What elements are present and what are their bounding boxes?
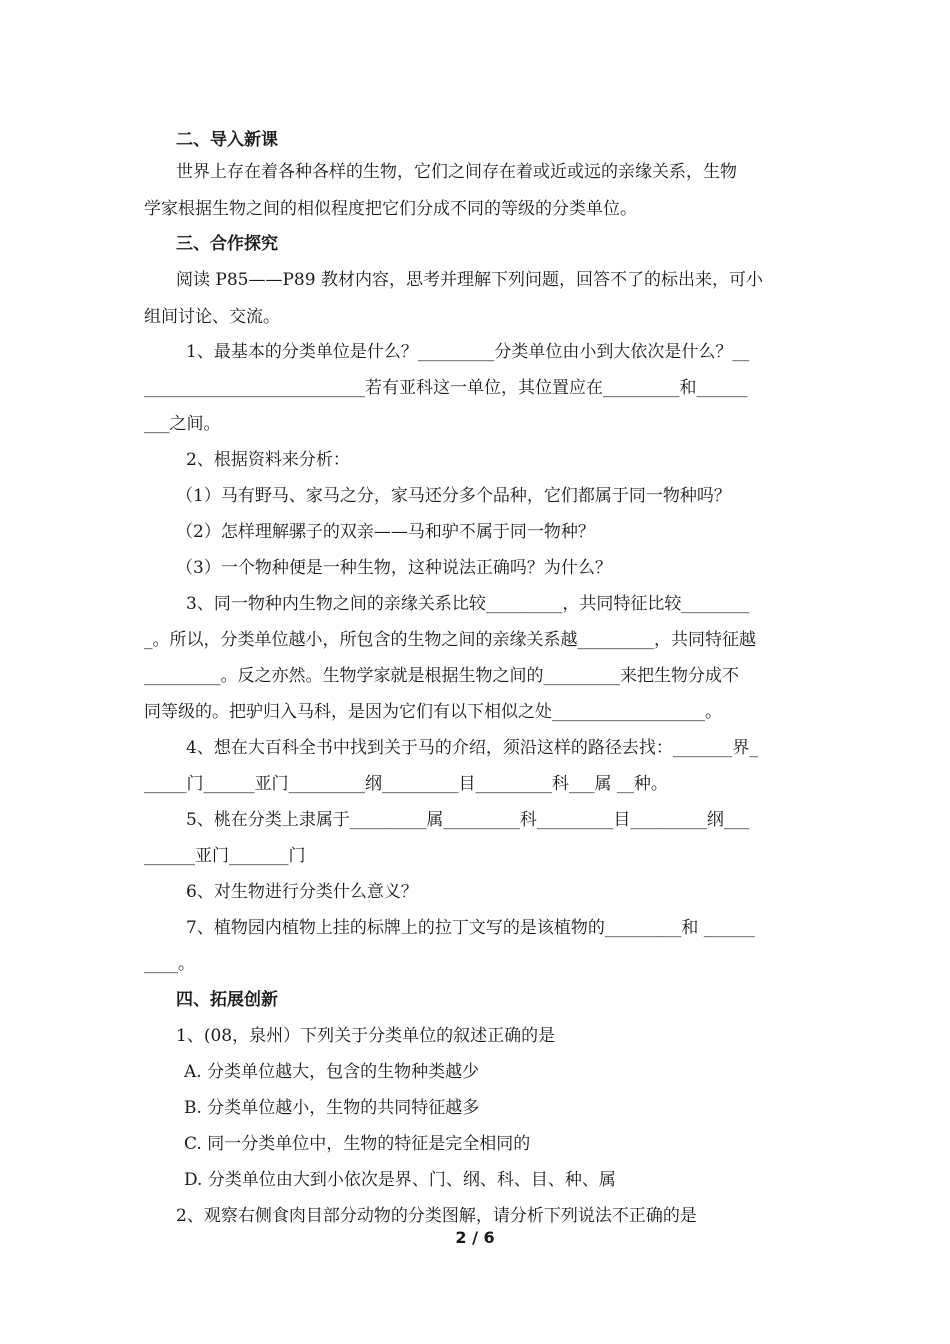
question-3-line: _。所以，分类单位越小，所包含的生物之间的亲缘关系越_________，共同特征越 (144, 630, 756, 650)
question-1-line: ___之间。 (144, 414, 221, 434)
heading-cooperative-inquiry: 三、合作探究 (176, 234, 278, 254)
paragraph-line: 阅读 P85——P89 教材内容，思考并理解下列问题，回答不了的标出来，可小 (176, 270, 763, 290)
question-5-line: ______亚门_______门 (144, 846, 306, 866)
heading-extension: 四、拓展创新 (176, 990, 278, 1010)
page-number: 2 / 6 (455, 1228, 495, 1247)
extension-question-2: 2、观察右侧食肉目部分动物的分类图解，请分析下列说法不正确的是 (176, 1206, 697, 1226)
question-6-line: 6、对生物进行分类什么意义？ (186, 882, 418, 902)
question-4-line: _____门______亚门_________纲_________目_________科___属 __种。 (144, 774, 668, 794)
question-2-line: 2、根据资料来分析： (186, 450, 350, 470)
question-1-line: __________________________若有亚科这一单位，其位置应在_________和______ (144, 378, 748, 398)
question-1-line: 1、最基本的分类单位是什么？_________分类单位由小到大依次是什么？__ (186, 342, 750, 362)
question-7-line: ____。 (144, 954, 195, 974)
question-5-line: 5、桃在分类上隶属于_________属_________科_________目_________纲___ (186, 810, 750, 830)
question-2-sub-2: （2）怎样理解骡子的双亲——马和驴不属于同一物种？ (176, 522, 595, 542)
question-2-sub-3: （3）一个物种便是一种生物，这种说法正确吗？为什么？ (176, 558, 612, 578)
question-2-sub-1: （1）马有野马、家马之分，家马还分多个品种，它们都属于同一物种吗？ (176, 486, 731, 506)
question-3-line: 同等级的。把驴归入马科，是因为它们有以下相似之处__________________。 (144, 702, 722, 722)
option-a: A. 分类单位越大，包含的生物种类越少 (184, 1062, 480, 1082)
option-d: D. 分类单位由大到小依次是界、门、纲、科、目、种、属 (184, 1170, 616, 1190)
question-3-line: 3、同一物种内生物之间的亲缘关系比较_________，共同特征比较________ (186, 594, 750, 614)
option-b: B. 分类单位越小，生物的共同特征越多 (184, 1098, 480, 1118)
paragraph-line: 学家根据生物之间的相似程度把它们分成不同的等级的分类单位。 (144, 199, 637, 219)
question-4-line: 4、想在大百科全书中找到关于马的介绍，须沿这样的路径去找：_______界_ (186, 738, 758, 758)
paragraph-line: 组间讨论、交流。 (144, 307, 280, 327)
heading-lead-in: 二、导入新课 (176, 130, 278, 150)
paragraph-line: 世界上存在着各种各样的生物，它们之间存在着或近或远的亲缘关系，生物 (176, 162, 737, 182)
extension-question-1: 1、(08，泉州）下列关于分类单位的叙述正确的是 (176, 1026, 556, 1046)
question-3-line: _________。反之亦然。生物学家就是根据生物之间的_________来把生物分成不 (144, 666, 739, 686)
question-7-line: 7、植物园内植物上挂的标牌上的拉丁文写的是该植物的_________和 ______ (186, 918, 755, 938)
option-c: C. 同一分类单位中，生物的特征是完全相同的 (184, 1134, 531, 1154)
